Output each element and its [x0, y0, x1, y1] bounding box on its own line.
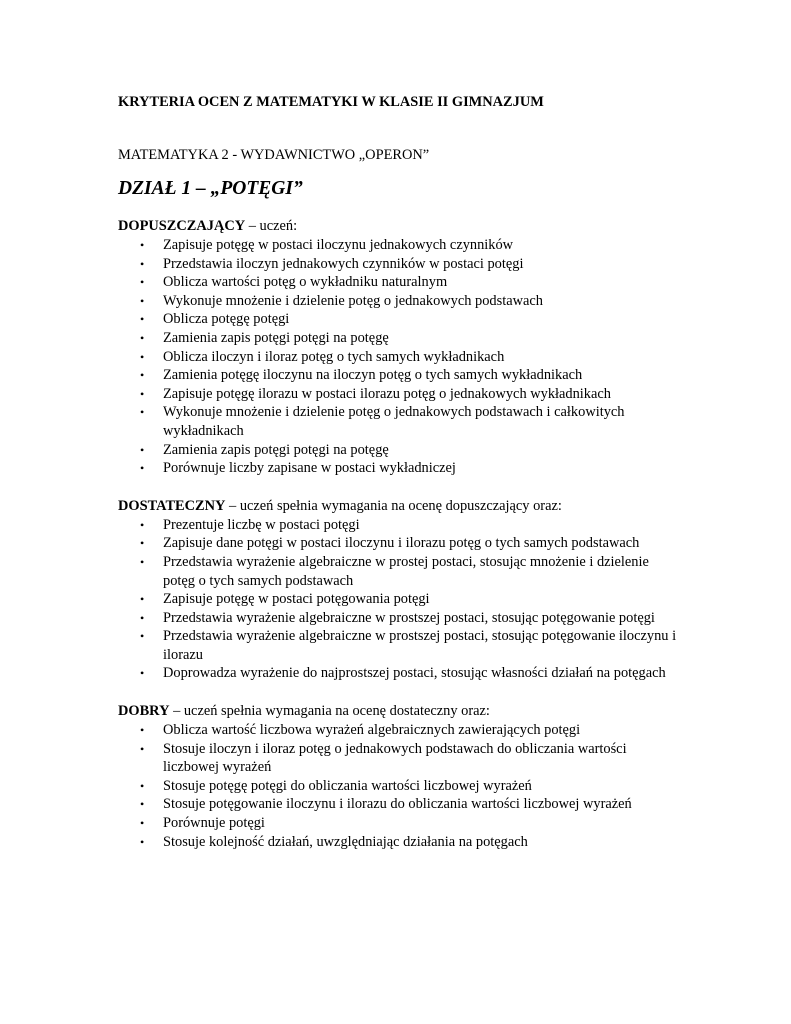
- list-item: [118, 459, 678, 478]
- list-item-text: Stosuje potęgowanie iloczynu i ilorazu do obliczania wartości liczbowej wyrażeń: [163, 796, 632, 813]
- list-item-text: Wykonuje mnożenie i dzielenie potęg o jednakowych podstawach: [163, 292, 543, 309]
- bullet-icon: •: [140, 442, 145, 457]
- list-item-text: Doprowadza wyrażenie do najprostszej postaci, stosując własności działań na potęgach: [163, 665, 666, 682]
- list-item: [118, 534, 678, 553]
- section-heading: DZIAŁ 1 – „POTĘGI”: [118, 178, 303, 199]
- grade-section: [118, 217, 678, 478]
- list-item-text: Stosuje iloczyn i iloraz potęg o jednakowych podstawach do obliczania wartości liczbowej wyrażeń: [163, 740, 627, 776]
- bullet-icon: •: [140, 610, 145, 625]
- list-item-text: Zapisuje potęgę w postaci potęgowania potęgi: [163, 591, 430, 608]
- grade-heading: [118, 217, 678, 236]
- list-item-text: Zamienia zapis potęgi potęgi na potęgę: [163, 441, 389, 458]
- bullet-icon: •: [140, 554, 145, 569]
- grade-heading: [118, 497, 678, 516]
- bullet-icon: •: [140, 330, 145, 345]
- list-item-text: Stosuje potęgę potęgi do obliczania wartości liczbowej wyrażeń: [163, 777, 532, 794]
- list-item: [118, 329, 678, 348]
- list-item: [118, 403, 678, 440]
- list-item-text: Oblicza iloczyn i iloraz potęg o tych samych wykładnikach: [163, 348, 505, 365]
- bullet-icon: •: [140, 834, 145, 849]
- list-item-text: Stosuje kolejność działań, uwzględniając działania na potęgach: [163, 833, 528, 850]
- grade-description: – uczeń spełnia wymagania na ocenę dostateczny oraz:: [169, 703, 490, 720]
- list-item: [118, 833, 678, 852]
- list-item-text: Oblicza wartość liczbowa wyrażeń algebraicznych zawierających potęgi: [163, 722, 581, 739]
- list-item: [118, 366, 678, 385]
- document-title: KRYTERIA OCEN Z MATEMATYKI W KLASIE II GIMNAZJUM: [118, 94, 544, 110]
- list-item: [118, 348, 678, 367]
- list-item: [118, 236, 678, 255]
- bullet-icon: •: [140, 629, 145, 644]
- bullet-icon: •: [140, 816, 145, 831]
- bullet-icon: •: [140, 312, 145, 327]
- list-item: [118, 292, 678, 311]
- document-page: [118, 92, 678, 851]
- requirements-list: [118, 516, 678, 683]
- list-item: [118, 627, 678, 664]
- list-item: [118, 385, 678, 404]
- grade-name: DOBRY: [118, 703, 170, 720]
- bullet-icon: •: [140, 405, 145, 420]
- bullet-icon: •: [140, 275, 145, 290]
- list-item-text: Przedstawia wyrażenie algebraiczne w prostszej postaci, stosując potęgowanie iloczynu i ilorazu: [163, 628, 677, 663]
- list-item-text: Przedstawia iloczyn jednakowych czynników w postaci potęgi: [163, 255, 524, 272]
- list-item-text: Oblicza potęgę potęgi: [163, 311, 290, 328]
- bullet-icon: •: [140, 778, 145, 793]
- bullet-icon: •: [140, 238, 145, 252]
- list-item: [118, 590, 678, 609]
- bullet-icon: •: [140, 797, 145, 812]
- list-item-text: Porównuje potęgi: [163, 815, 265, 832]
- list-item-text: Przedstawia wyrażenie algebraiczne w prostszej postaci, stosując potęgowanie potęgi: [163, 609, 655, 626]
- list-item: [118, 609, 678, 628]
- grade-description: – uczeń:: [245, 218, 298, 234]
- grades-container: [118, 217, 678, 851]
- list-item-text: Zapisuje dane potęgi w postaci iloczynu i ilorazu potęg o tych samych podstawach: [163, 535, 640, 552]
- list-item: [118, 553, 678, 590]
- bullet-icon: •: [140, 536, 145, 551]
- list-item-text: Wykonuje mnożenie i dzielenie potęg o jednakowych podstawach i całkowitych wykładnikach: [163, 404, 625, 439]
- bullet-icon: •: [140, 386, 145, 401]
- list-item-text: Zapisuje potęgę ilorazu w postaci ilorazu potęg o jednakowych wykładnikach: [163, 385, 611, 402]
- list-item: [118, 664, 678, 683]
- bullet-icon: •: [140, 723, 145, 738]
- bullet-icon: •: [140, 741, 145, 756]
- grade-heading: [118, 702, 678, 721]
- list-item-text: Zapisuje potęgę w postaci iloczynu jednakowych czynników: [163, 237, 514, 253]
- bullet-icon: •: [140, 368, 145, 383]
- list-item: [118, 740, 678, 777]
- list-item-text: Zamienia zapis potęgi potęgi na potęgę: [163, 329, 389, 346]
- grade-name: DOSTATECZNY: [118, 497, 226, 514]
- list-item: [118, 814, 678, 833]
- bullet-icon: •: [140, 592, 145, 607]
- list-item: [118, 441, 678, 460]
- grade-section: [118, 702, 678, 851]
- grade-section: [118, 497, 678, 683]
- requirements-list: [118, 721, 678, 851]
- list-item-text: Oblicza wartości potęg o wykładniku naturalnym: [163, 274, 448, 291]
- list-item: [118, 777, 678, 796]
- list-item: [118, 255, 678, 274]
- bullet-icon: •: [140, 517, 145, 532]
- bullet-icon: •: [140, 293, 145, 308]
- list-item: [118, 273, 678, 292]
- list-item-text: Porównuje liczby zapisane w postaci wykładniczej: [163, 460, 456, 477]
- bullet-icon: •: [140, 349, 145, 364]
- document-subtitle: MATEMATYKA 2 - WYDAWNICTWO „OPERON”: [118, 147, 430, 163]
- list-item: [118, 721, 678, 740]
- bullet-icon: •: [140, 666, 145, 681]
- list-item-text: Przedstawia wyrażenie algebraiczne w prostej postaci, stosując mnożenie i dzielenie potęg o tych samych podstawach: [163, 553, 649, 589]
- requirements-list: [118, 236, 678, 478]
- bullet-icon: •: [140, 461, 145, 476]
- list-item: [118, 795, 678, 814]
- list-item-text: Zamienia potęgę iloczynu na iloczyn potęg o tych samych wykładnikach: [163, 367, 583, 384]
- list-item: [118, 310, 678, 329]
- bullet-icon: •: [140, 256, 145, 271]
- grade-name: DOPUSZCZAJĄCY: [118, 218, 246, 234]
- list-item: [118, 516, 678, 535]
- list-item-text: Prezentuje liczbę w postaci potęgi: [163, 516, 360, 533]
- grade-description: – uczeń spełnia wymagania na ocenę dopuszczający oraz:: [225, 497, 562, 514]
